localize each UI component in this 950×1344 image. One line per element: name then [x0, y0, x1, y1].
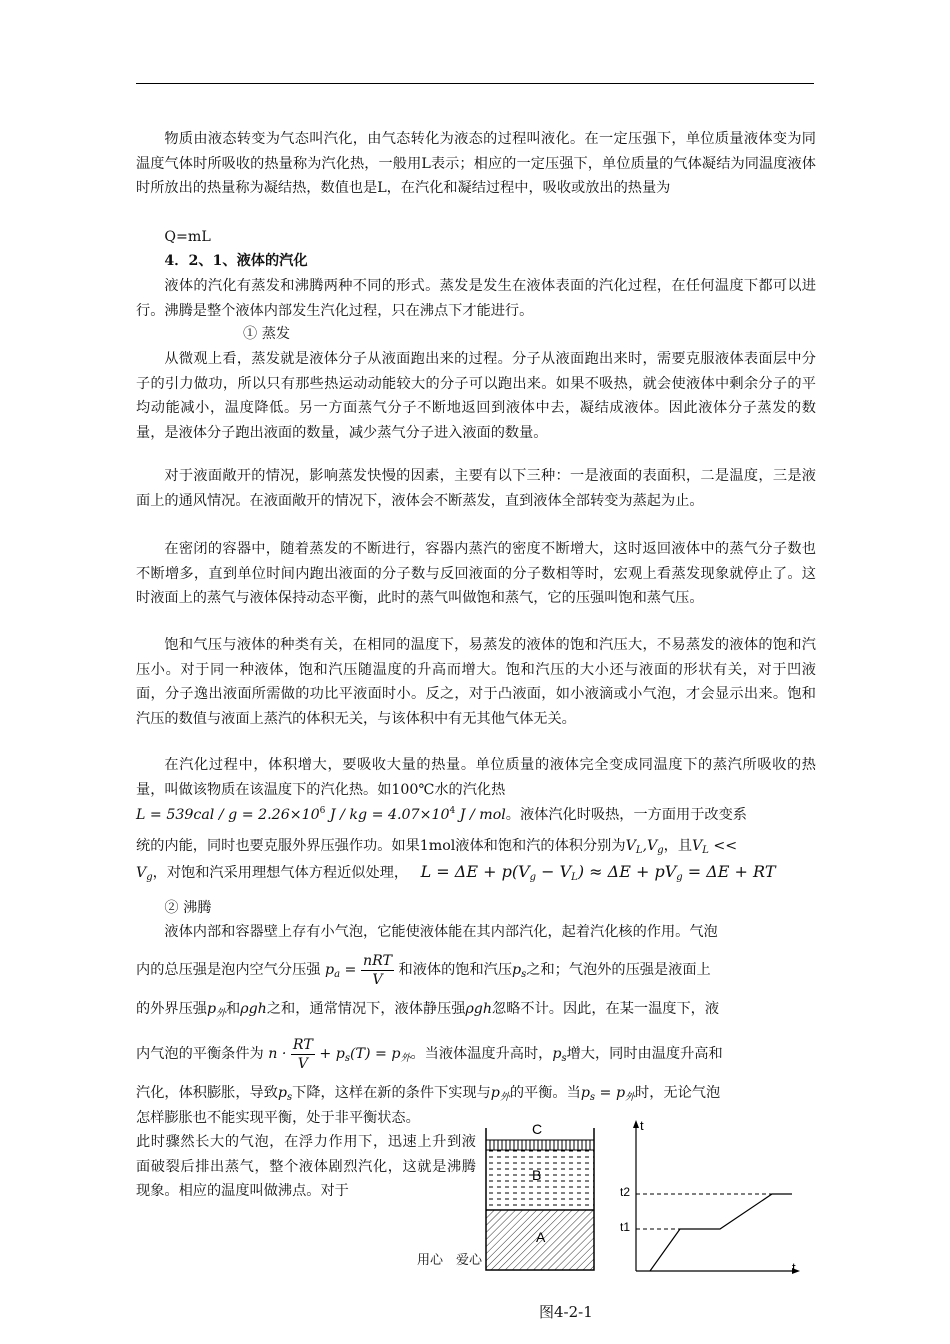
text-temp-rise: 。当液体温度升高时，: [410, 1046, 553, 1062]
paragraph-bubbles: 液体内部和容器壁上存有小气泡，它能使液体能在其内部汽化，起着汽化核的作用。气泡: [164, 924, 718, 940]
formula-line-ideal-gas: [136, 860, 826, 891]
page-footer: 用心 爱心: [417, 1253, 483, 1268]
formula-ps-2: $p_s$: [552, 1046, 567, 1064]
fraction-rt-v: $\frac{RT}{V}$: [292, 1036, 313, 1072]
piston: [486, 1140, 594, 1150]
paragraph-vaporization-definition: 物质由液态转变为气态叫汽化，由气态转化为液态的过程叫液化。在一定压强下，单位质量液体变为同温度气体时所吸收的热量称为汽化热，一般用L表示；相应的一定压强下，单位质量的气体凝结为同温度液体时所放出的热量称为凝结热，数值也是L，在汽化和凝结过程中，吸收或放出的热量为: [136, 131, 816, 197]
text-equilibrium: 内气泡的平衡条件为: [136, 1046, 264, 1062]
text-ignore: 忽略不计。因此，在某一温度下，液: [492, 1001, 720, 1017]
formula-vl-less: $V_L$ <<: [692, 838, 738, 856]
label-t1: t1: [620, 1220, 631, 1234]
text-expansion: 汽化，体积膨胀，导致: [136, 1085, 278, 1101]
fraction-nrt-v: $\frac{\text{nRT}}{V}$: [362, 952, 392, 988]
text-increase: 增大，同时由温度升高和: [566, 1046, 723, 1062]
text-balance: 的平衡。当: [509, 1085, 581, 1101]
paragraph-factors: 对于液面敞开的情况，影响蒸发快慢的因素，主要有以下三种：一是液面的表面积，二是温度，三是液面上的通风情况。在液面敞开的情况下，液体会不断蒸发，直到液体全部转变为蒸起为止。: [136, 468, 816, 509]
section-heading: 4．2、1、液体的汽化: [164, 253, 308, 269]
label-c: C: [532, 1121, 543, 1137]
formula-vg: $V_g$: [136, 865, 153, 883]
paragraph-heat-of-vaporization: 在汽化过程中，体积增大，要吸收大量的热量。单位质量的液体完全变成同温度下的蒸汽所吸收的热量，叫做该物质在该温度下的汽化热。如100℃水的汽化热: [136, 757, 816, 798]
paragraph-closed-container: 在密闭的容器中，随着蒸发的不断进行，容器内蒸汽的密度不断增大，这时返回液体中的蒸气分子数也不断增多，直到单位时间内跑出液面的分子数与反回液面的分子数相等时，宏观上看蒸发现象就停止了。这时液面上的蒸气与液体保持动态平衡，此时的蒸气叫做饱和蒸气，它的压强叫饱和蒸气压。: [136, 541, 816, 607]
formula-ps: $p_s$: [512, 962, 527, 980]
formula-pa: $p_a$ =: [324, 962, 357, 980]
formula-line-l: [136, 799, 826, 828]
formula-ps-3: $p_s$: [277, 1085, 293, 1103]
text-he: 和: [226, 1001, 241, 1017]
formula-rho-gh-2: ρgh: [465, 1001, 493, 1017]
formula-l-values: $L = 539cal / g = 2.26\times 10^6$ J / kg = $4.07\times 10^4$ J / mol: [136, 806, 506, 823]
label-t2: t2: [620, 1185, 631, 1199]
line-non-equilibrium: 怎样膨胀也不能实现平衡，处于非平衡状态。: [136, 1110, 420, 1126]
line-external-pressure: [136, 997, 826, 1027]
formula-l-energy: $L = \Delta E + p(V_g - V_L) \approx \Delta E + pV_g = \Delta E$ + RT: [420, 862, 776, 883]
axis-x-label: t: [792, 1260, 796, 1275]
label-a: A: [536, 1229, 546, 1245]
figure-caption: 图4-2-1: [539, 1303, 593, 1321]
text-decrease: 下降，这样在新的条件下实现与: [292, 1085, 491, 1101]
formula-p-out-2: $p_外$: [490, 1085, 510, 1103]
formula-rho-gh: ρgh: [240, 1001, 267, 1017]
formula-n: n ·: [268, 1046, 287, 1062]
text-outside-pressure: 之和；气泡外的压强是液面上: [526, 962, 711, 978]
line-equilibrium: [136, 1035, 826, 1078]
y-axis-arrow: [633, 1120, 639, 1128]
text-static: 之和，通常情况下，液体静压强: [266, 1001, 466, 1017]
header-rule: [136, 83, 814, 84]
formula-ps-t: + $p_s(T) = p_外$: [319, 1046, 411, 1064]
paragraph-boiling-phenomenon: 此时骤然长大的气泡，在浮力作用下，迅速上升到液面破裂后排出蒸气，整个液体剧烈汽化，这就是沸腾现象。相应的温度叫做沸点。对于: [136, 1134, 476, 1200]
subheading-boiling: ② 沸腾: [164, 900, 212, 916]
formula-p-out: $p_外$: [206, 1001, 227, 1019]
text-external: 的外界压强: [136, 1001, 207, 1017]
label-b: B: [532, 1167, 542, 1183]
paragraph-microscopic: 从微观上看，蒸发就是液体分子从液面跑出来的过程。分子从液面跑出来时，需要克服液体表面层中分子的引力做功，所以只有那些热运动动能较大的分子可以跑出来。如果不吸热，就会使液体中剩余分子的平均动能减小，温度降低。另一方面蒸气分子不断地返回到液体中去，凝结成液体。因此液体分子蒸发的数量，是液体分子跑出液面的数量，减少蒸气分子进入液面的数量。: [136, 351, 816, 441]
formula-ps-eq: $p_s = p_外$: [580, 1085, 636, 1103]
formula-q-ml: Q=mL: [164, 229, 211, 245]
subheading-evaporation: ① 蒸发: [243, 326, 291, 342]
text-volumes: 统的内能，同时也要克服外界压强作功。如果1mol液体和饱和汽的体积分别为: [136, 838, 626, 854]
text-total-pressure: 内的总压强是泡内空气分压强: [136, 962, 321, 978]
container-diagram: [480, 1118, 600, 1278]
temperature-curve: [650, 1194, 792, 1271]
axis-t-label: t: [640, 1118, 644, 1133]
text-ideal-gas: ，对饱和汽采用理想气体方程近似处理，: [152, 865, 409, 881]
text-after-l: 。液体汽化时吸热，一方面用于改变系: [505, 807, 747, 823]
temperature-graph: [610, 1116, 810, 1276]
text-and: ，且: [663, 838, 693, 854]
line-bubble-pressure: [136, 951, 826, 994]
text-saturation: 和液体的饱和汽压: [398, 962, 513, 978]
paragraph-forms: 液体的汽化有蒸发和沸腾两种不同的形式。蒸发是发生在液体表面的汽化过程，在任何温度下都可以进行。沸腾是整个液体内部发生汽化过程，只在沸点下才能进行。: [136, 278, 816, 319]
formula-vl-vg: $V_L,V_g$: [625, 838, 664, 856]
paragraph-saturation-pressure: 饱和气压与液体的种类有关，在相同的温度下，易蒸发的液体的饱和汽压大，不易蒸发的液体的饱和汽压小。对于同一种液体，饱和汽压随温度的升高而增大。饱和汽压的大小还与液面的形状有关，对于凹液面，分子逸出液面所需做的功比平液面时小。反之，对于凸液面，如小液滴或小气泡，才会显示出来。饱和汽压的数值与液面上蒸汽的体积无关，与该体积中有无其他气体无关。: [136, 637, 816, 727]
text-no-matter: 时，无论气泡: [635, 1085, 721, 1101]
